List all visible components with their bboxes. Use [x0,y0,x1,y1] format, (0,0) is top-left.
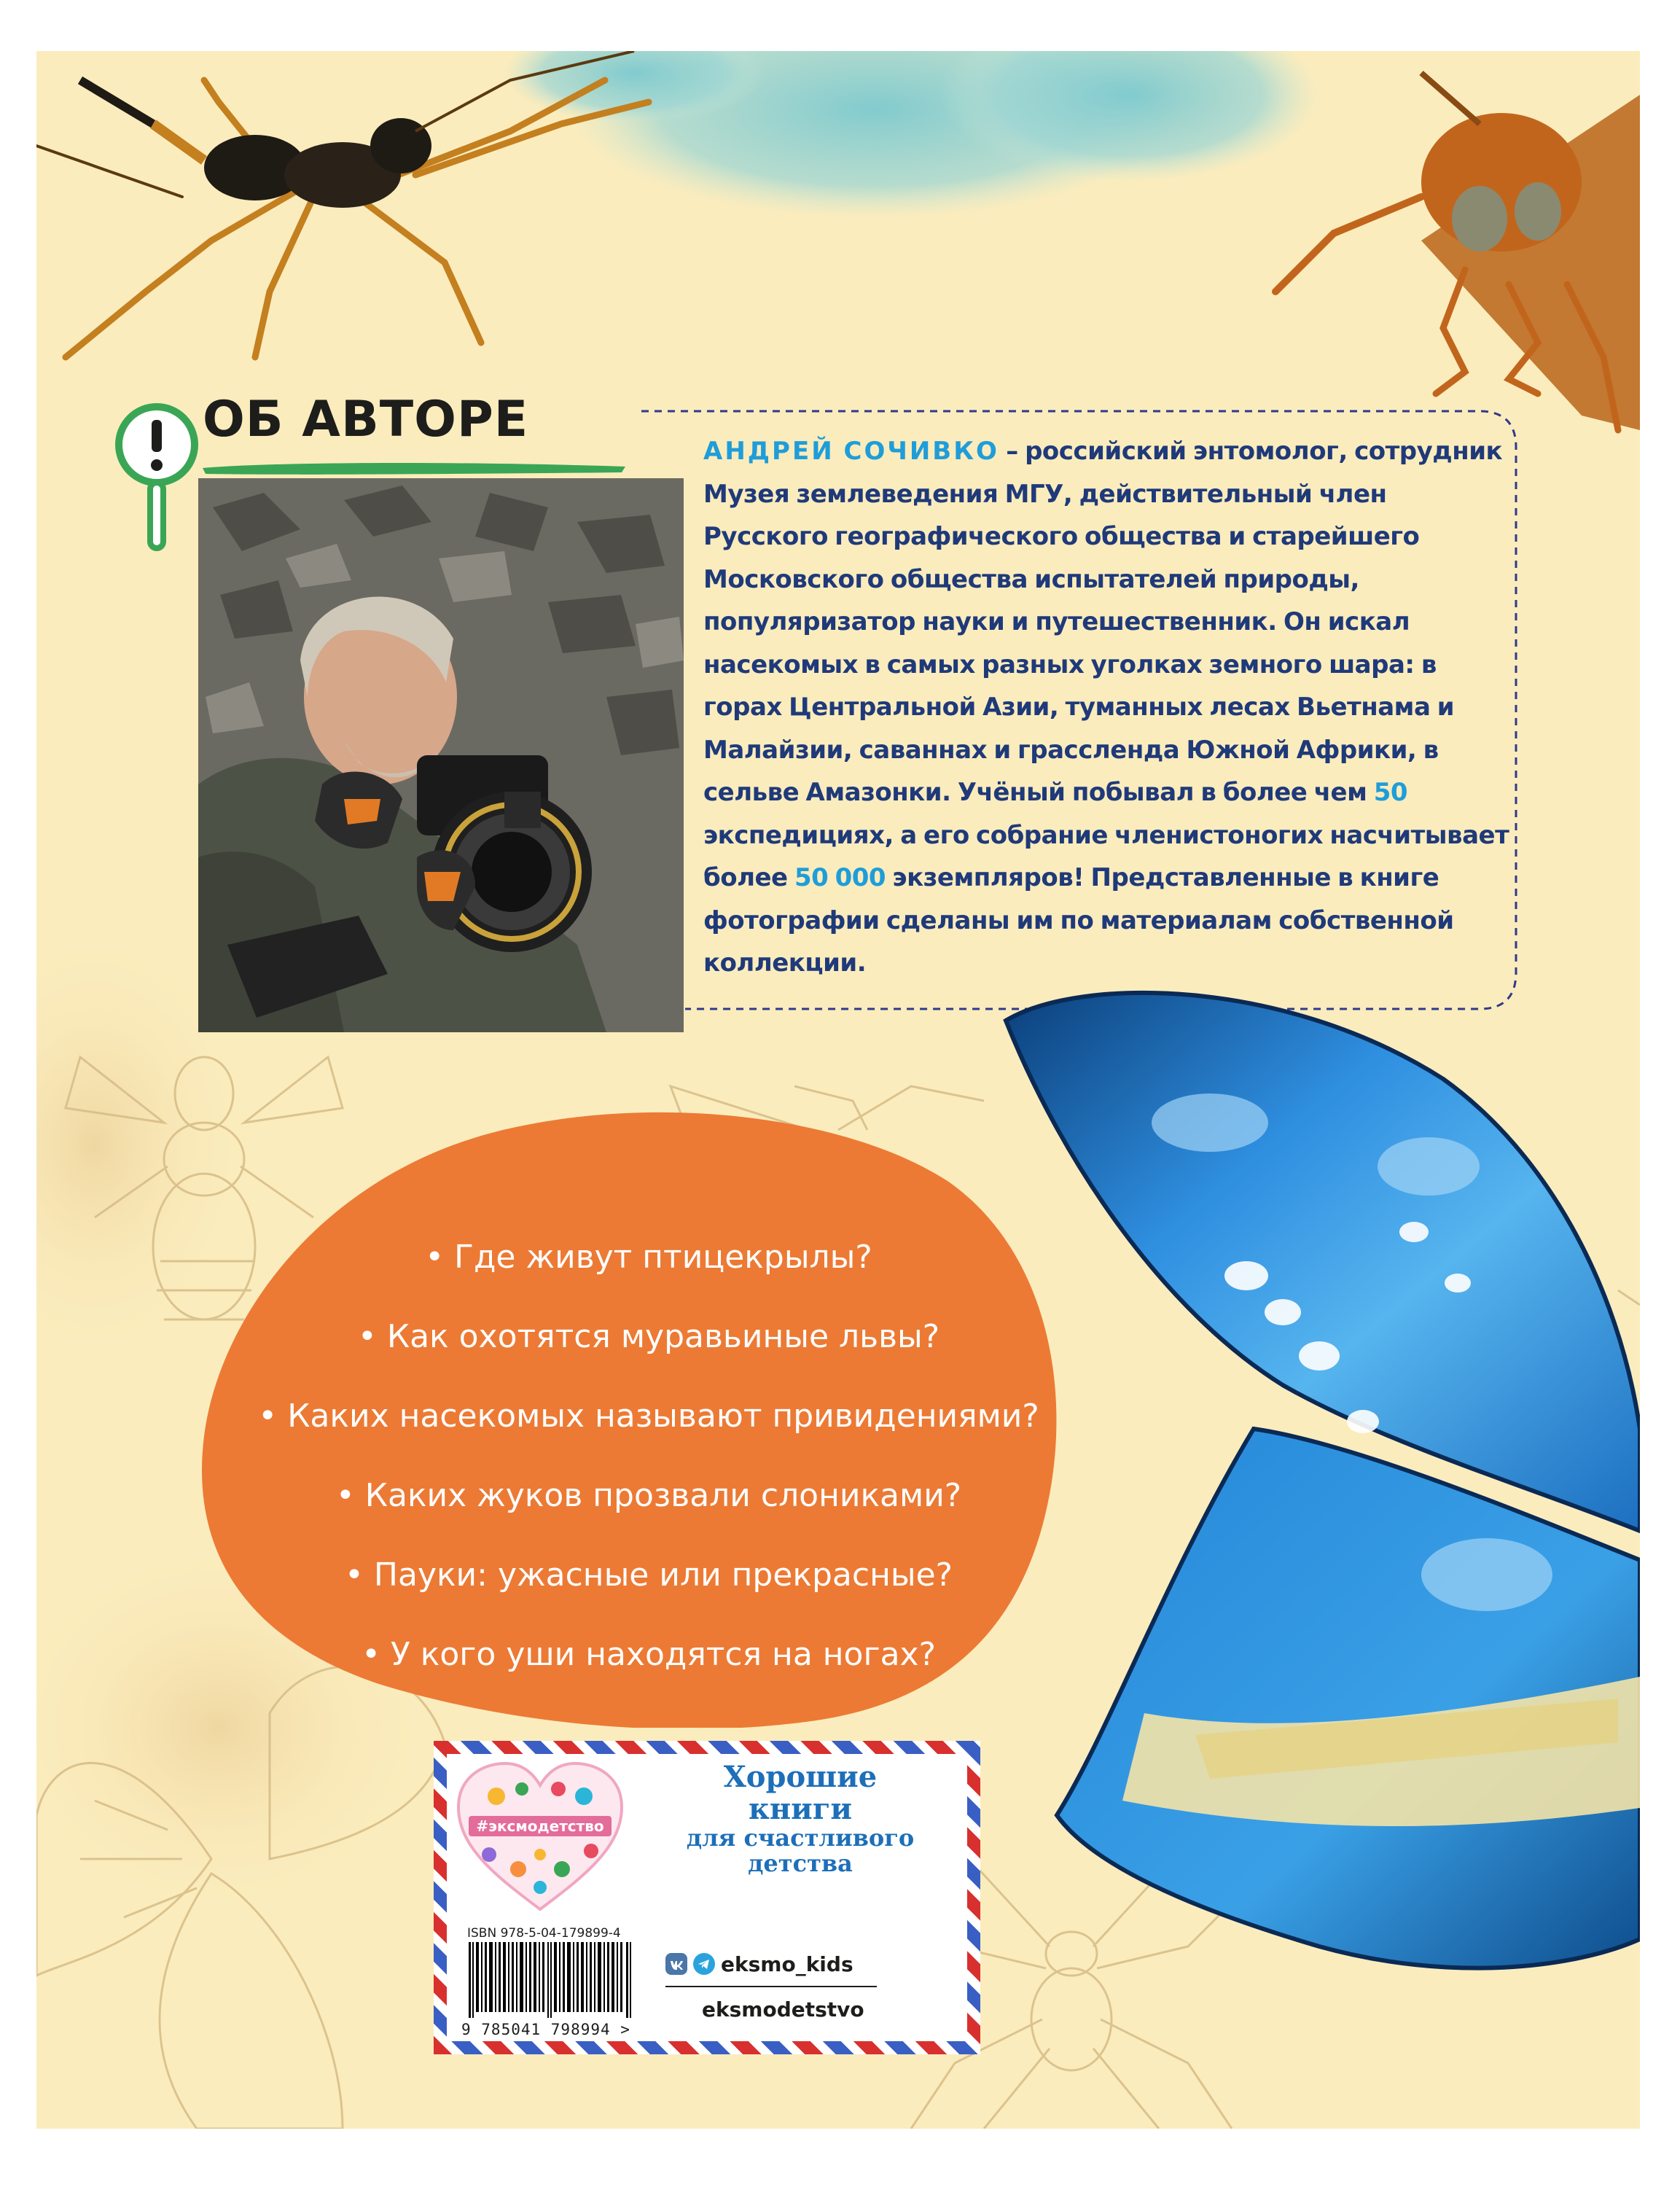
back-cover [36,51,1640,2129]
morpho-butterfly-wing [977,977,1640,1983]
slogan-line-2: книги [748,1792,852,1826]
barcode [466,1942,635,2018]
question-item: • У кого уши находятся на ногах? [362,1636,936,1673]
telegram-icon [693,1953,715,1975]
about-author-heading: ОБ АВТОРЕ [203,391,529,448]
question-item: • Пауки: ужасные или прекрасные? [344,1556,953,1594]
question-item: • Каких жуков прозвали слониками? [335,1477,962,1514]
author-photo [198,478,684,1032]
questions-list [248,1217,1050,1694]
slogan-line-4: детства [748,1849,853,1878]
slogan-line-3: для счастливого [686,1824,915,1852]
bio-expeditions-count: 50 [1373,778,1408,807]
isbn-text: ISBN 978-5-04-179899-4 [467,1926,621,1941]
question-item: • Как охотятся муравьиные львы? [357,1318,940,1355]
wasp-illustration [36,80,649,357]
hashtag-label: #эксмодетство [469,1816,612,1836]
barcode-number: 9 785041 798994 > [461,2021,630,2038]
publisher-slogan [640,1761,961,1876]
hornet-illustration [1275,73,1640,430]
bio-text-part-1: – российский энтомолог, сотрудник Музея землеведения МГУ, действительный член Русского географического общества и старейшего Московского общества испытателей природы, популяризатор науки и путешественник. Он искал насекомых в самых разных уголках земного шара: в горах Центральной Азии, туманных лесах Вьетнама и Малайзии, саваннах и грассленда Южной Африки, в сельве Амазонки. Учёный побывал в более чем [703,437,1503,807]
slogan-line-1: Хорошие [723,1760,878,1794]
social-row-detstvo [665,1987,942,2031]
bio-text-part-3: экземпляров! Представленные в книге фотографии сделаны им по материалам собственной коллекции. [703,863,1454,978]
author-name: АНДРЕЙ СОЧИВКО [703,437,999,466]
social-handle-detstvo: eksmodetstvo [702,1997,864,2022]
publisher-postcard [434,1741,980,2054]
question-item: • Где живут птицекрылы? [425,1239,872,1276]
question-item: • Каких насекомых называют привидениями? [258,1397,1039,1435]
social-row-kids [665,1942,942,1986]
social-links [665,1942,942,2031]
bio-text-part-2: экспедициях, а его собрание членистоногих насчитывает более [703,820,1509,892]
social-handle-kids: eksmo_kids [721,1952,853,1976]
author-bio [703,430,1516,985]
heart-logo [453,1760,628,1917]
bio-specimen-count: 50 000 [794,863,886,892]
vk-icon [665,1953,687,1975]
